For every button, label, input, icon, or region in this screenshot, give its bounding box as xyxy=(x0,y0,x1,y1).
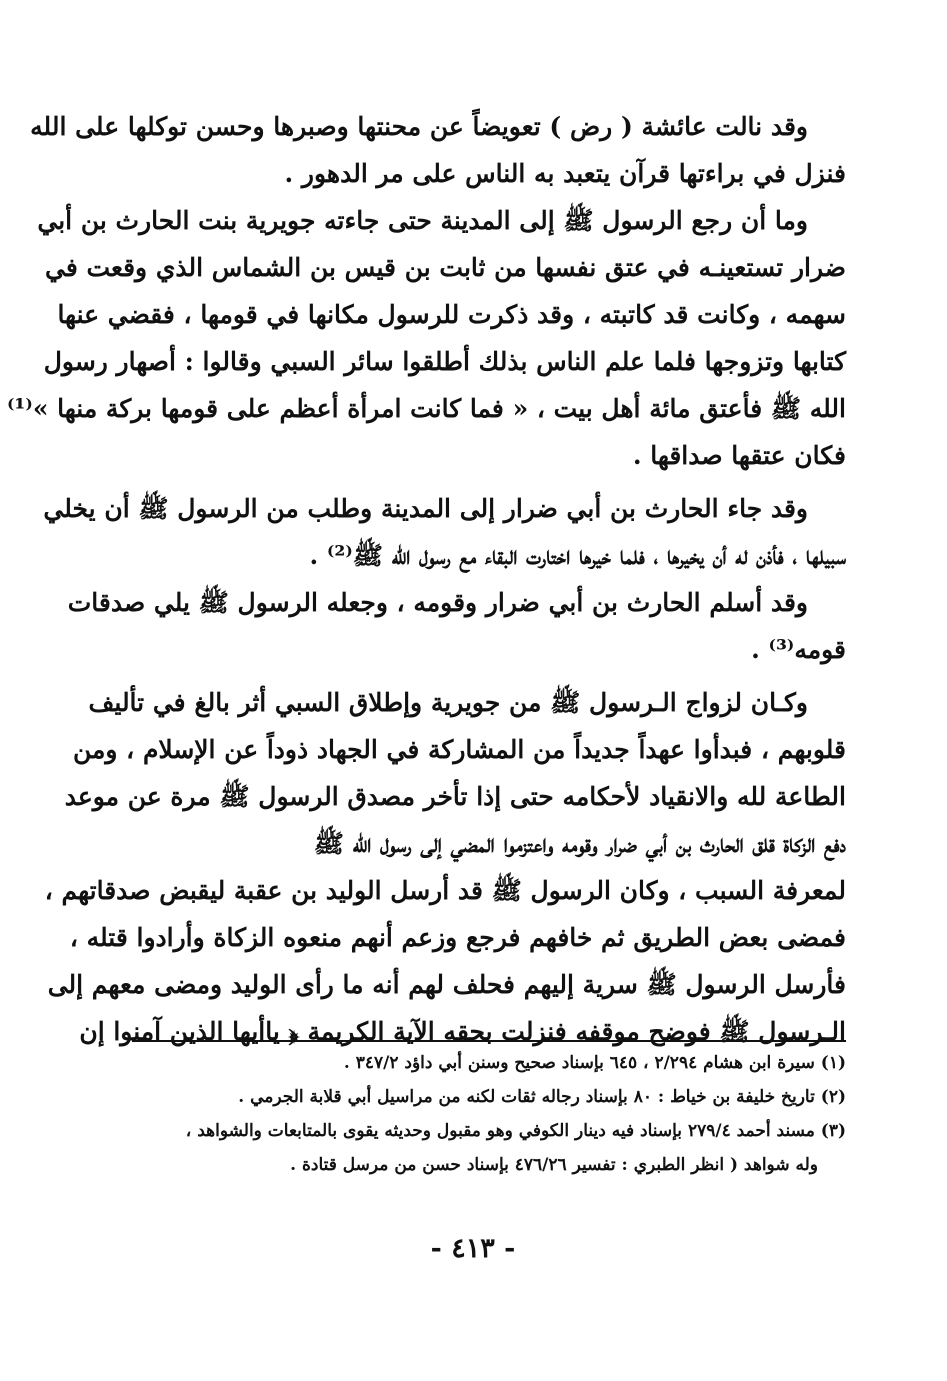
text-line: كتابها وتزوجها فلما علم الناس بذلك أطلقوا سائر السبي وقالوا : أصهار رسول xyxy=(43,347,846,376)
text-line: الطاعة لله والانقياد لأحكامه حتى إذا تأخر مصدق الرسول ﷺ مرة عن موعد xyxy=(64,782,846,811)
text-line: وقد نالت عائشة ( رض ) تعويضاً عن محنتها وصبرها وحسن توكلها على الله xyxy=(30,112,808,141)
text-line: قومه⁽³⁾ . xyxy=(751,635,846,664)
text-line: فأرسل الرسول ﷺ سرية إليهم فحلف لهم أنه ما رأى الوليد ومضى معهم إلى xyxy=(47,970,846,999)
text-line: فمضى بعض الطريق ثم خافهم فرجع وزعم أنهم منعوه الزكاة وأرادوا قتله ، xyxy=(69,923,846,952)
text-line: دفع الزكاة قلق الحارث بن أبي ضرار وقومه واعتزموا المضي إلى رسول الله ﷺ xyxy=(313,829,846,858)
text-line: وقد أسلم الحارث بن أبي ضرار وقومه ، وجعله الرسول ﷺ يلي صدقات xyxy=(67,588,808,617)
text-line: ضرار تستعينـه في عتق نفسها من ثابت بن قيس بن الشماس الذي وقعت في xyxy=(45,253,846,282)
text-line: قلوبهم ، فبدأوا عهداً جديداً من المشاركة في الجهاد ذوداً عن الإسلام ، ومن xyxy=(72,735,846,764)
text-line: فنزل في براءتها قرآن يتعبد به الناس على مر الدهور . xyxy=(284,159,846,188)
footnotes xyxy=(132,1046,846,1182)
page-number: - ٤١٣ - xyxy=(430,1233,516,1264)
text-line: وما أن رجع الرسول ﷺ إلى المدينة حتى جاءته جويرية بنت الحارث بن أبي xyxy=(37,206,808,235)
text-line: وقد جاء الحارث بن أبي ضرار إلى المدينة وطلب من الرسول ﷺ أن يخلي xyxy=(43,494,808,523)
text-line: سبيلها ، فأذن له أن يخيرها ، فلما خيرها اختارت البقاء مع رسول الله ﷺ⁽²⁾ . xyxy=(309,541,846,570)
footnote: (٣) مسند أحمد ٢٧٩/٤ بإسناد فيه دينار الكوفي وهو مقبول وحديثه يقوى بالمتابعات والشواهد ، xyxy=(185,1121,846,1141)
text-line: سهمه ، وكانت قد كاتبته ، وقد ذكرت للرسول مكانها في قومها ، فقضي عنها xyxy=(57,300,846,329)
text-line: فكان عتقها صداقها . xyxy=(632,441,846,470)
footnote-separator xyxy=(132,1040,846,1042)
main-text xyxy=(6,103,846,1055)
footnote: (٢) تاريخ خليفة بن خياط : ٨٠ بإسناد رجاله ثقات لكنه من مراسيل أبي قلابة الجرمي . xyxy=(238,1087,846,1107)
text-line: وكـان لزواج الـرسول ﷺ من جويرية وإطلاق السبي أثر بالغ في تأليف xyxy=(88,688,808,717)
text-line: لمعرفة السبب ، وكان الرسول ﷺ قد أرسل الوليد بن عقبة ليقبض صدقاتهم ، xyxy=(44,876,846,905)
footnote: (١) سيرة ابن هشام ٢/٢٩٤ ، ٦٤٥ بإسناد صحيح وسنن أبي داؤد ٣٤٧/٢ . xyxy=(343,1053,846,1073)
footnote-continuation: وله شواهد ( انظر الطبري : تفسير ٤٧٦/٢٦ بإسناد حسن من مرسل قتادة . xyxy=(290,1155,818,1175)
text-line: الله ﷺ فأعتق مائة أهل بيت ، « فما كانت امرأة أعظم على قومها بركة منها »⁽¹⁾ xyxy=(6,394,846,423)
text-line: الـرسول ﷺ فوضح موقفه فنزلت بحقه الآية الكريمة ﴿ ياأيها الذين آمنوا إن xyxy=(79,1017,846,1046)
